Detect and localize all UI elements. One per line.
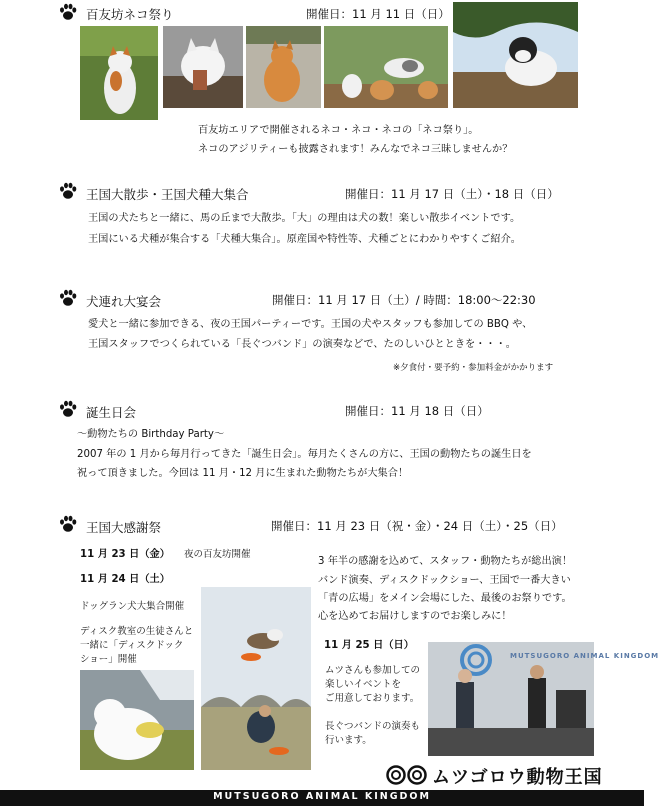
day-note: ムツさんも参加しての <box>325 665 421 676</box>
paw-icon <box>58 181 78 201</box>
event-description-line: 百友坊エリアで開催されるネコ・ネコ・ネコの「ネコ祭り」。 <box>198 125 479 136</box>
dog-disc-photo <box>201 587 311 770</box>
paw-icon <box>58 2 78 22</box>
event-description-line: バンド演奏、ディスクドックショー、王国で一番大きい <box>318 575 571 586</box>
event-description-line: 王国の犬たちと一緒に、馬の丘まで大散歩。「大」の理由は犬の数！楽しい散歩イベントです。 <box>88 213 521 224</box>
day-note: 一緒に「ディスクドック <box>80 640 184 651</box>
day-heading: 11 月 23 日（金） <box>80 549 170 560</box>
event-description-line: 祝って頂きました。今回は 11 月・12 月に生まれた動物たちが大集合！ <box>77 468 409 479</box>
event-date: 開催日：11 月 17 日（土）・18 日（日） <box>345 187 559 201</box>
event-date: 開催日：11 月 11 日（日） <box>306 7 450 21</box>
day-note: ドッグラン犬大集合開催 <box>80 601 185 612</box>
stage-photo <box>428 642 659 756</box>
day-heading: 11 月 24 日（土） <box>80 574 170 585</box>
event-date: 開催日：11 月 18 日（日） <box>345 404 489 418</box>
paw-icon <box>58 399 78 419</box>
cat-photo <box>163 26 243 108</box>
event-description-line: 「青の広場」をメイン会場にした、最後のお祭りです。 <box>318 593 572 604</box>
event-title: 王国大感謝祭 <box>86 520 162 535</box>
paw-icon <box>58 514 78 534</box>
event-date: 開催日：11 月 23 日（祝・金）・24 日（土）・25（日） <box>271 519 563 533</box>
event-subtitle: ～動物たちの Birthday Party～ <box>77 429 225 440</box>
cat-photo <box>246 26 321 108</box>
event-description-line: 王国にいる犬種が集合する「犬種大集合」。原産国や特性等、犬種ごとにわかりやすくご紹介。 <box>88 234 521 245</box>
event-title: 王国大散歩・王国犬種大集合 <box>86 187 249 202</box>
day-note: 楽しいイベントを <box>325 679 402 690</box>
stage-sign: MUTSUGORO ANIMAL KINGDOM <box>510 652 659 660</box>
cat-photo <box>80 26 158 120</box>
cat-photo <box>324 26 448 108</box>
day-heading: 11 月 25 日（日） <box>324 640 414 651</box>
day-note: ディスク教室の生徒さんと <box>80 626 194 637</box>
day-note: 長ぐつバンドの演奏も <box>325 721 421 732</box>
day-note: ショー」開催 <box>80 654 137 665</box>
cat-photo <box>453 2 578 108</box>
event-description-line: ネコのアジリティーも披露されます！みんなでネコ三昧しませんか？ <box>198 144 513 155</box>
event-title: 百友坊ネコ祭り <box>86 7 174 22</box>
brand-logo-text: ムツゴロウ動物王国 <box>432 767 603 788</box>
brand-logo-english: MUTSUGORO ANIMAL KINGDOM <box>213 791 431 802</box>
spiral-logo-icon <box>386 764 428 786</box>
day-note: ご用意しております。 <box>325 693 420 704</box>
day-note: 行います。 <box>325 735 372 746</box>
day-note: 夜の百友坊開催 <box>184 549 251 560</box>
paw-icon <box>58 288 78 308</box>
event-title: 犬連れ大宴会 <box>86 294 162 309</box>
event-description-line: 王国スタッフでつくられている「長ぐつバンド」の演奏などで、たのしいひとときを・・・。 <box>88 339 516 350</box>
event-description-line: 2007 年の 1 月から毎月行ってきた「誕生日会」。毎月たくさんの方に、王国の動物たちの誕生日を <box>77 449 532 460</box>
dog-photo <box>80 670 194 770</box>
event-description-line: 心を込めてお届けしますのでお楽しみに！ <box>318 611 512 622</box>
event-date: 開催日：11 月 17 日（土）/ 時間：18:00～22:30 <box>272 293 536 307</box>
event-description-line: 愛犬と一緒に参加できる、夜の王国パーティーです。王国の犬やスタッフも参加しての BBQ や、 <box>88 319 533 330</box>
event-title: 誕生日会 <box>86 405 137 420</box>
event-description-line: 3 年半の感謝を込めて、スタッフ・動物たちが総出演！ <box>318 556 573 567</box>
event-note: ※夕食付・要予約・参加料金がかかります <box>393 363 554 373</box>
